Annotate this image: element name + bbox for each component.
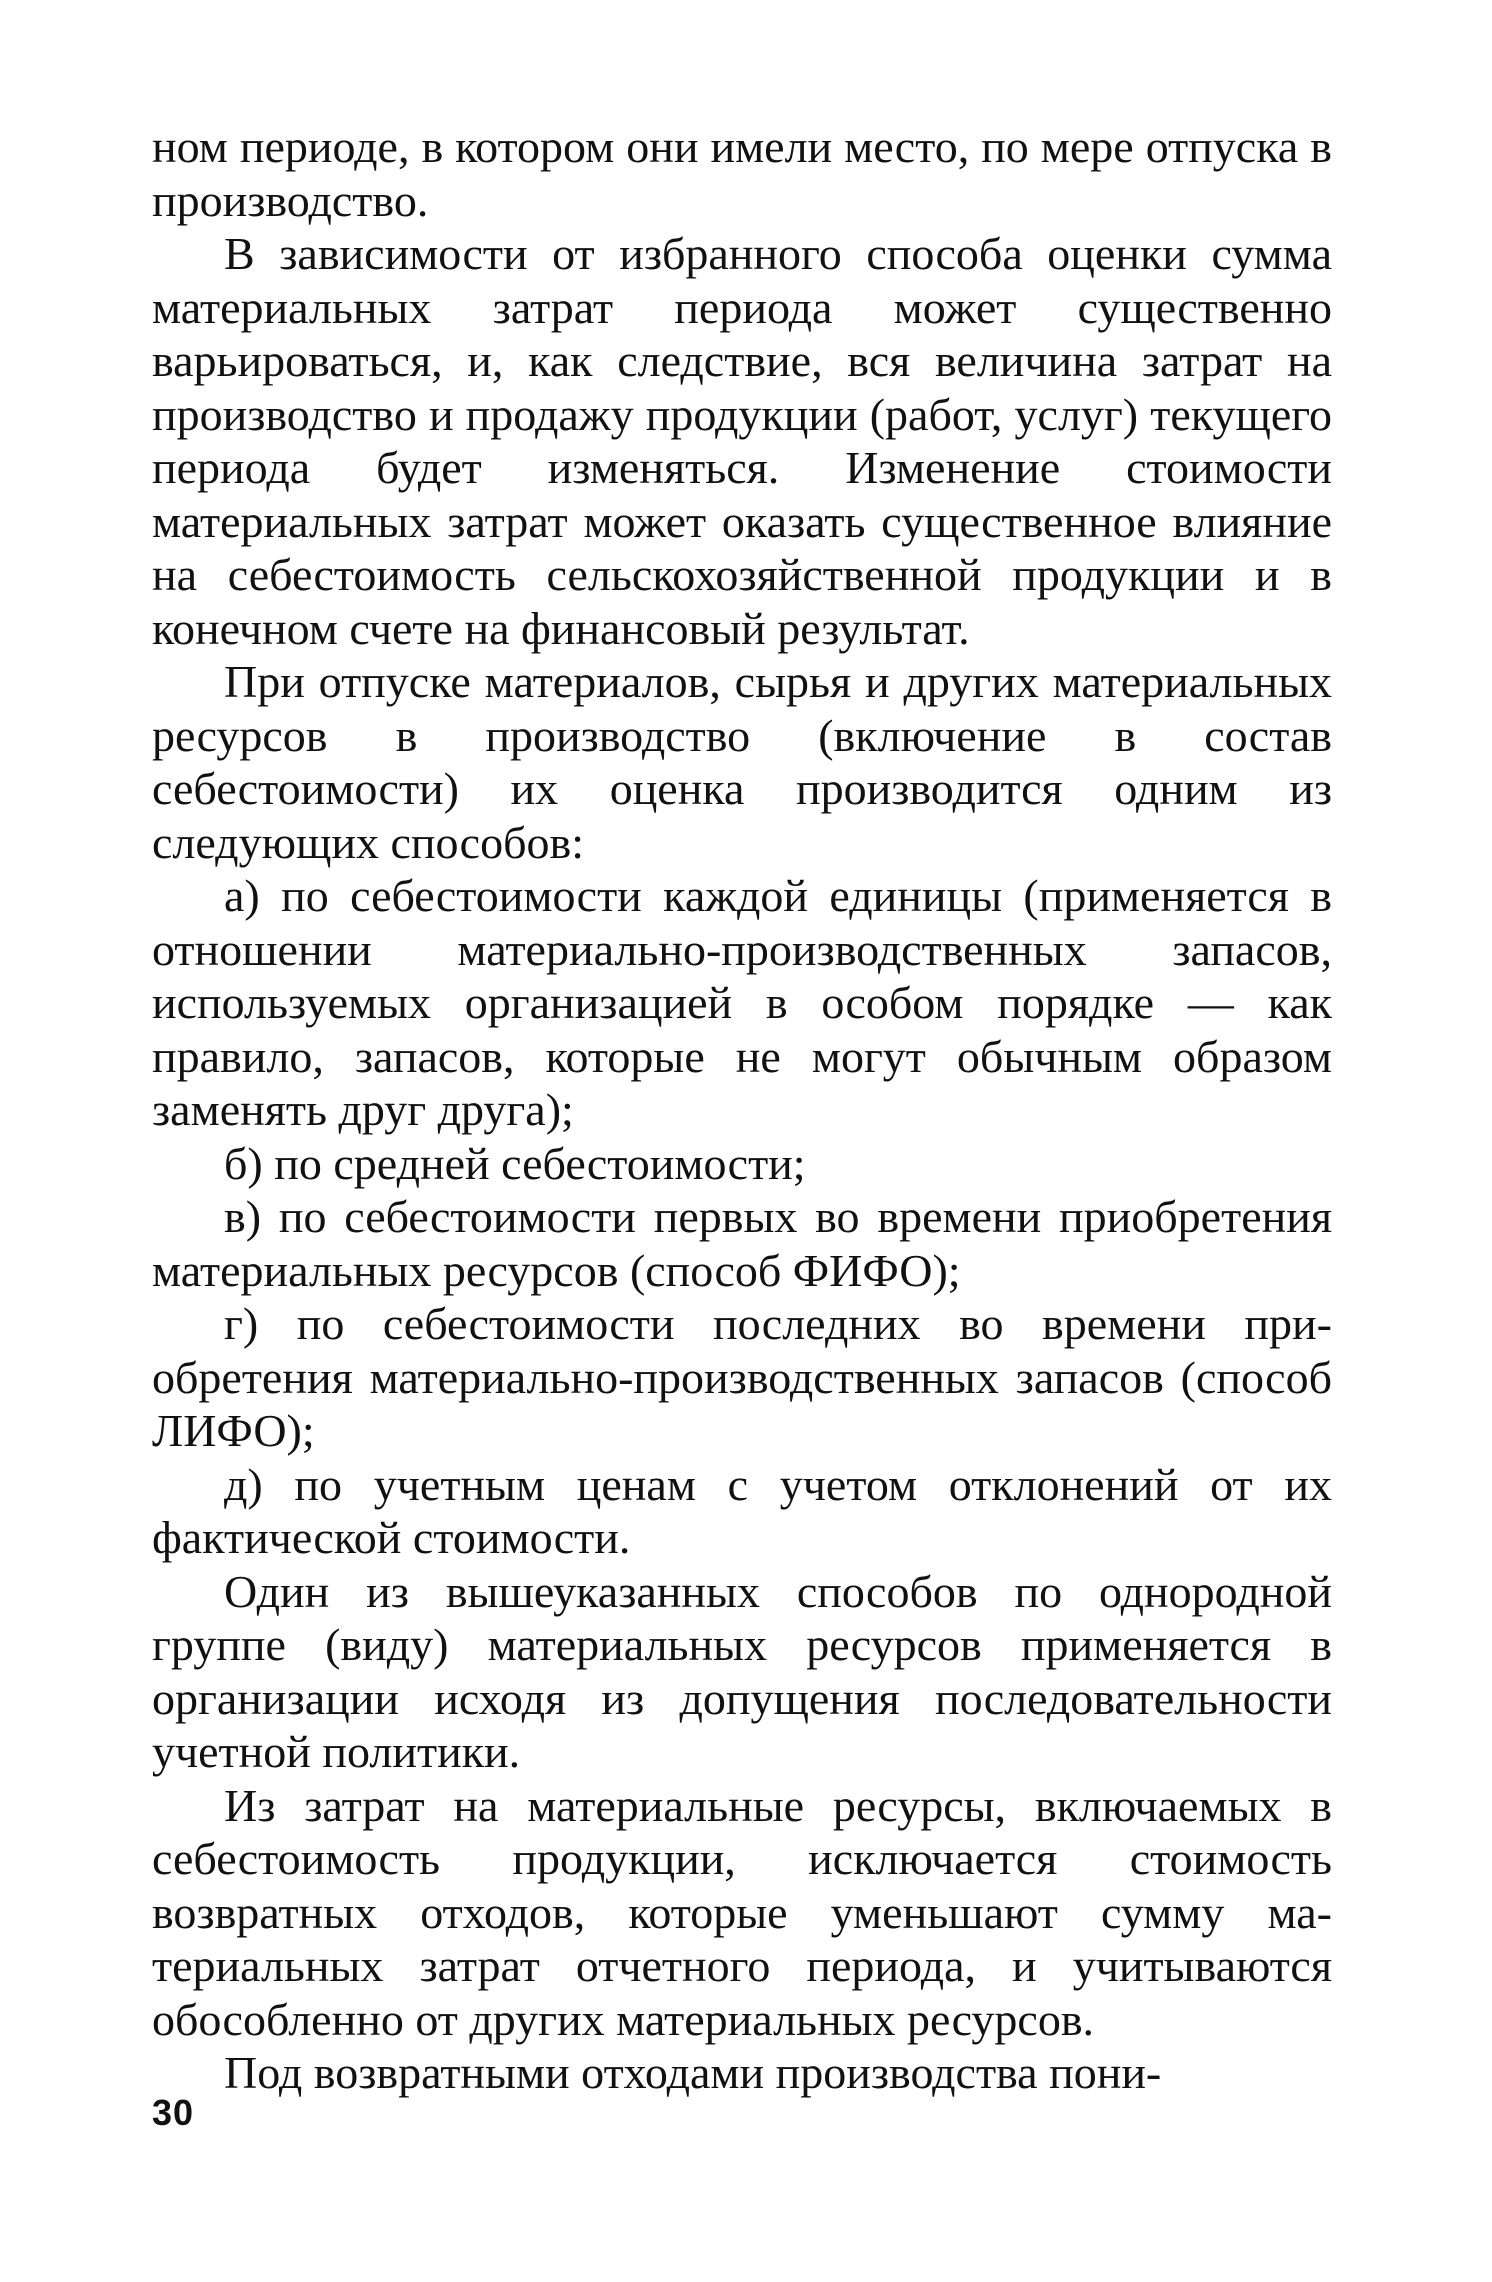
valuation-methods-list xyxy=(152,869,1332,1565)
list-item: а) по себестоимости каждой единицы (применяется в отношении материально-производственных запасов, используемых организацией в особом порядке — как правило, запасов, которые не могут обычным образом заменять друг друга); xyxy=(152,870,1332,1135)
paragraph-valuation-impact: В зависимости от избранного способа оценки сумма материальных затрат периода может существенно варьироваться, и, как следствие, вся величина затрат на производство и продажу продукции (работ, услуг) текущего периода будет изменяться. Изменение стоимости материальных затрат может оказать существенное влияние на себестоимость сельскохозяйственной продукции и в конечном счете на финансовый результат. xyxy=(152,228,1332,654)
paragraph-valuation-methods-intro: При отпуске материалов, сырья и других материальных ресурсов в производство (включение в состав себестоимости) их оценка производится одним из следующих способов: xyxy=(152,656,1332,868)
list-item: в) по себестоимости первых во времени приобретения материальных ресурсов (способ ФИФО); xyxy=(152,1191,1332,1296)
list-item: б) по средней себестоимости; xyxy=(224,1137,806,1189)
list-item: д) по учетным ценам с учетом отклонений от их фактической стоимости. xyxy=(152,1458,1332,1563)
paragraph-returnable-waste-definition: Под возвратными отходами производства пони- xyxy=(224,2047,1162,2098)
page-number: 30 xyxy=(152,2092,195,2133)
page-body xyxy=(152,120,1332,2100)
paragraph-method-consistency: Один из вышеуказанных способов по однородной группе (виду) материальных ресурсов применяется в организации исходя из допущения последовательности учетной политики. xyxy=(152,1565,1332,1777)
paragraph-returnable-waste: Из затрат на материальные ресурсы, включаемых в себестоимость продукции, исключается стоимость возвратных отходов, которые уменьшают сумму материальных затрат отчетного периода, и учитываются обособленно от других материальных ресурсов. xyxy=(152,1779,1332,2045)
paragraph-continuation: ном периоде, в котором они имели место, по мере отпуска в производство. xyxy=(152,121,1332,226)
list-item: г) по себестоимости последних во времени приобретения материально-производственных запасов (способ ЛИФО); xyxy=(152,1298,1332,1456)
